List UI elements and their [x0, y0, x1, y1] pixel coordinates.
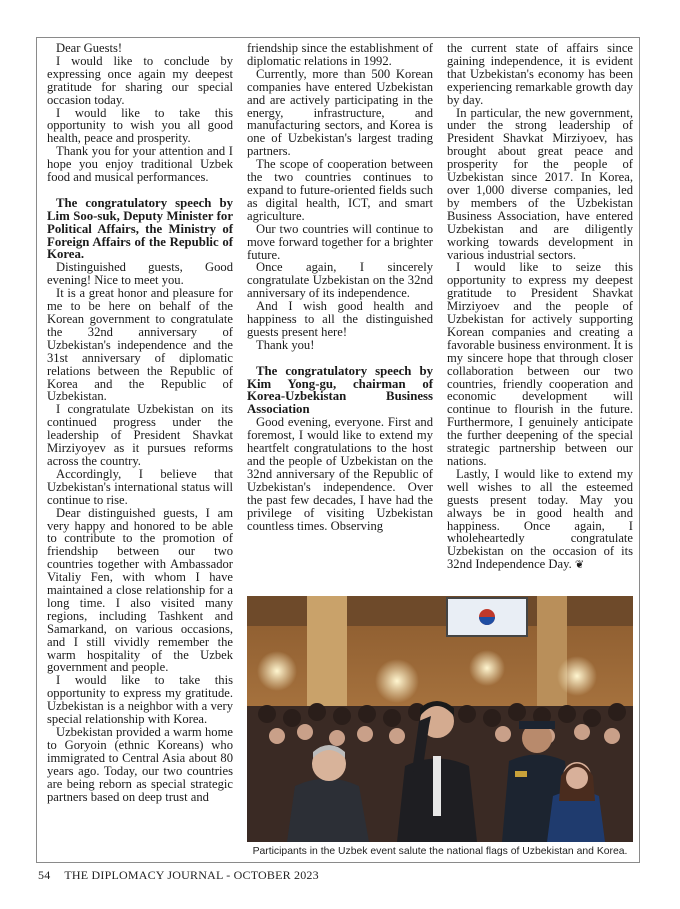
paragraph: I would like to conclude by expressing once again my deepest gratitude for sharing our special occasion today.	[47, 53, 233, 107]
paragraph: And I wish good health and happiness to all the distinguished guests present here!	[247, 299, 433, 339]
end-of-article-mark: ❦	[574, 559, 585, 572]
paragraph: I would like to seize this opportunity to express my deepest gratitude to President Shavkat Mirziyoev and the people of Uzbekistan for actively supporting Korean companies and creating a favorable business environment. It is my sincere hope that through closer collaboration between our two countries, friendly cooperation and economic development will continue to flourish in the future. Furthermore, I genuinely anticipate the further deepening of the special strategic partnership between our nations.	[447, 260, 633, 468]
paragraph: Uzbekistan provided a warm home to Goryoin (ethnic Koreans) who immigrated to Central Asia about 80 years ago. Today, our two countries are being reborn as special strategic partners based on deep trust and	[47, 725, 233, 804]
paragraph: the current state of affairs since gaining independence, it is evident that Uzbekistan's economy has been experiencing remarkable growth day by day.	[447, 41, 633, 107]
event-photo-illustration	[247, 596, 633, 842]
paragraph: Accordingly, I believe that Uzbekistan's international status will continue to rise.	[47, 466, 233, 507]
paragraph: Dear distinguished guests, I am very happy and honored to be able to contribute to the promotion of friendship between our two countries together with Ambassador Vitaliy Fen, with whom I have maintained a close relationship for a long time. I also visited many regions, including Tashkent and Samarkand, on various occasions, and I still vividly remember the warm hospitality of the Uzbek government and people.	[47, 505, 233, 675]
paragraph: I would like to take this opportunity to express my gratitude. Uzbekistan is a neighbor with a very special relationship with Korea.	[47, 673, 233, 727]
paragraph: In particular, the new government, under the strong leadership of President Shavkat Mirziyoev, has brought about great peace and prosperity for the people of Uzbekistan since 2017. In Korea, over 1,000 diverse companies, led by members of the Uzbekistan Business Association, have entered Uzbekistan and are diligently working towards development in various industrial sectors.	[447, 105, 633, 262]
paragraph: It is a great honor and pleasure for me to be here on behalf of the Korean government to congratulate the 32nd anniversary of Uzbekistan's independence and the 31st anniversary of diplomatic relations between the Republic of Korea and the Republic of Uzbekistan.	[47, 286, 233, 404]
paragraph: Currently, more than 500 Korean companies have entered Uzbekistan and are actively participating in the energy, infrastructure, and manufacturing sectors, and Korea is one of Uzbekistan's largest trading partners.	[247, 66, 433, 159]
paragraph: Good evening, everyone. First and foremost, I would like to extend my heartfelt congratulations to the host and the people of Uzbekistan on the 32nd anniversary of the Republic of Uzbekistan's independence. Over the past few decades, I have had the privilege of visiting Uzbekistan countless times. Observing	[247, 415, 433, 533]
article-column-2	[247, 42, 433, 532]
article-column-1	[47, 42, 233, 803]
speech-heading-lim-soo-suk: The congratulatory speech by Lim Soo-suk, Deputy Minister for Political Affairs, the Ministry of Foreign Affairs of the Republic of Korea.	[47, 195, 233, 262]
paragraph: The scope of cooperation between the two countries continues to expand to future-oriented fields such as digital health, ICT, and smart agriculture.	[247, 157, 433, 223]
photo-caption: Participants in the Uzbek event salute the national flags of Uzbekistan and Korea.	[252, 846, 628, 857]
paragraph: friendship since the establishment of diplomatic relations in 1992.	[247, 41, 433, 68]
paragraph: Distinguished guests, Good evening! Nice to meet you.	[47, 260, 233, 288]
paragraph: Our two countries will continue to move forward together for a brighter future.	[247, 221, 433, 262]
paragraph: I congratulate Uzbekistan on its continued progress under the leadership of President Shavkat Mirziyoyev as it pursues reforms across the country.	[47, 402, 233, 468]
closing-paragraph-text: Lastly, I would like to extend my well wishes to all the esteemed guests present today. May you always be in good health and happiness. Once again, I wholeheartedly congratulate Uzbekistan on the occasion of its 32nd Independence Day.	[447, 466, 633, 572]
speech-heading-kim-yong-gu: The congratulatory speech by Kim Yong-gu, chairman of Korea-Uzbekistan Business Association	[247, 363, 433, 417]
paragraph: I would like to take this opportunity to wish you all good health, peace and prosperity.	[47, 105, 233, 146]
article-column-3	[447, 42, 633, 572]
paragraph: Thank you for your attention and I hope you enjoy traditional Uzbek food and musical performances.	[47, 144, 233, 185]
page-number: 54	[38, 868, 51, 882]
page-footer	[38, 868, 319, 883]
publication-name: THE DIPLOMACY JOURNAL - OCTOBER 2023	[64, 868, 319, 882]
event-photo	[247, 596, 633, 842]
paragraph: Thank you!	[256, 337, 315, 352]
paragraph: Once again, I sincerely congratulate Uzbekistan on the 32nd anniversary of its independence.	[247, 260, 433, 301]
paragraph: Dear Guests!	[56, 41, 123, 55]
paragraph	[447, 468, 633, 572]
